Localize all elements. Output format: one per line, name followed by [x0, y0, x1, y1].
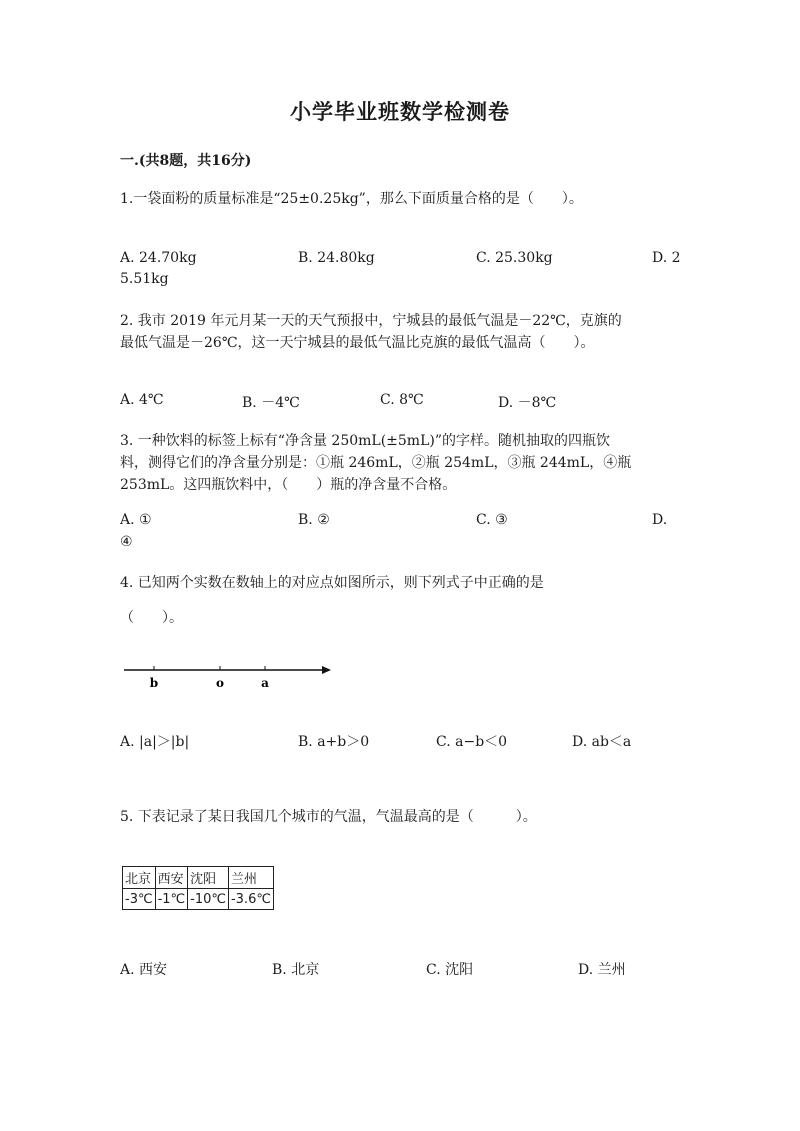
table-row-cities [123, 867, 274, 889]
table-cell: -3℃ [123, 889, 156, 910]
q1-option-c[interactable]: C. 25.30kg [476, 250, 553, 266]
q1-option-b[interactable]: B. 24.80kg [298, 250, 375, 266]
question-5-text: 5. 下表记录了某日我国几个城市的气温，气温最高的是（ ）。 [120, 809, 537, 825]
label-a: a [261, 676, 269, 690]
q3-option-d[interactable]: D. [652, 512, 668, 528]
table-cell: 北京 [123, 867, 156, 889]
question-2-line-2: 最低气温是－26℃，这一天宁城县的最低气温比克旗的最低气温高（ ）。 [120, 335, 595, 351]
city-temperature-table [122, 866, 274, 910]
q1-option-d-wrap: 5.51kg [120, 271, 169, 287]
table-cell: 西安 [155, 867, 188, 889]
question-3-line-2: 料，测得它们的净含量分别是：①瓶 246mL，②瓶 254mL，③瓶 244mL，④瓶 [120, 455, 632, 471]
q1-option-a[interactable]: A. 24.70kg [120, 250, 197, 266]
q4-option-a[interactable]: A. |a|＞|b| [120, 734, 190, 750]
table-cell: -10℃ [188, 889, 229, 910]
label-o: o [215, 676, 225, 690]
q3-option-c[interactable]: C. ③ [476, 512, 508, 528]
q3-option-b[interactable]: B. ② [298, 512, 330, 528]
q2-option-b[interactable]: B. －4℃ [242, 395, 300, 411]
q5-option-c[interactable]: C. 沈阳 [426, 962, 474, 978]
q3-option-a[interactable]: A. ① [120, 512, 152, 528]
q2-option-d[interactable]: D. －8℃ [498, 395, 557, 411]
question-4-line-1: 4. 已知两个实数在数轴上的对应点如图所示，则下列式子中正确的是 [120, 575, 544, 591]
label-b: b [149, 676, 159, 690]
question-4-line-2: （ ）。 [120, 610, 183, 626]
q2-option-a[interactable]: A. 4℃ [120, 392, 164, 408]
question-2-line-1: 2. 我市 2019 年元月某一天的天气预报中，宁城县的最低气温是－22℃，克旗的 [120, 313, 622, 329]
table-cell: 兰州 [228, 867, 273, 889]
table-row-temps [123, 889, 274, 910]
page-title: 小学毕业班数学检测卷 [290, 99, 510, 124]
q3-option-d-wrap: ④ [120, 534, 133, 550]
table-cell: -1℃ [155, 889, 188, 910]
question-3-line-1: 3. 一种饮料的标签上标有“净含量 250mL(±5mL)”的字样。随机抽取的四瓶饮 [120, 433, 610, 449]
question-3-line-3: 253mL。这四瓶饮料中，（ ）瓶的净含量不合格。 [120, 477, 457, 493]
q4-option-c[interactable]: C. a−b＜0 [436, 734, 508, 750]
q5-option-d[interactable]: D. 兰州 [578, 962, 626, 978]
number-line-arrow [322, 666, 331, 674]
question-1-text: 1.一袋面粉的质量标准是“25±0.25kg”，那么下面质量合格的是（ ）。 [120, 191, 583, 207]
q4-option-d[interactable]: D. ab＜a [572, 734, 632, 750]
table-cell: -3.6℃ [228, 889, 273, 910]
table-cell: 沈阳 [188, 867, 229, 889]
q5-option-a[interactable]: A. 西安 [120, 962, 168, 978]
q5-option-b[interactable]: B. 北京 [272, 962, 320, 978]
q4-option-b[interactable]: B. a+b＞0 [298, 734, 370, 750]
number-line-figure [122, 660, 337, 696]
q2-option-c[interactable]: C. 8℃ [380, 392, 424, 408]
q1-option-d[interactable]: D. 2 [652, 250, 681, 266]
section-heading: 一.(共8题，共16分) [120, 153, 252, 169]
